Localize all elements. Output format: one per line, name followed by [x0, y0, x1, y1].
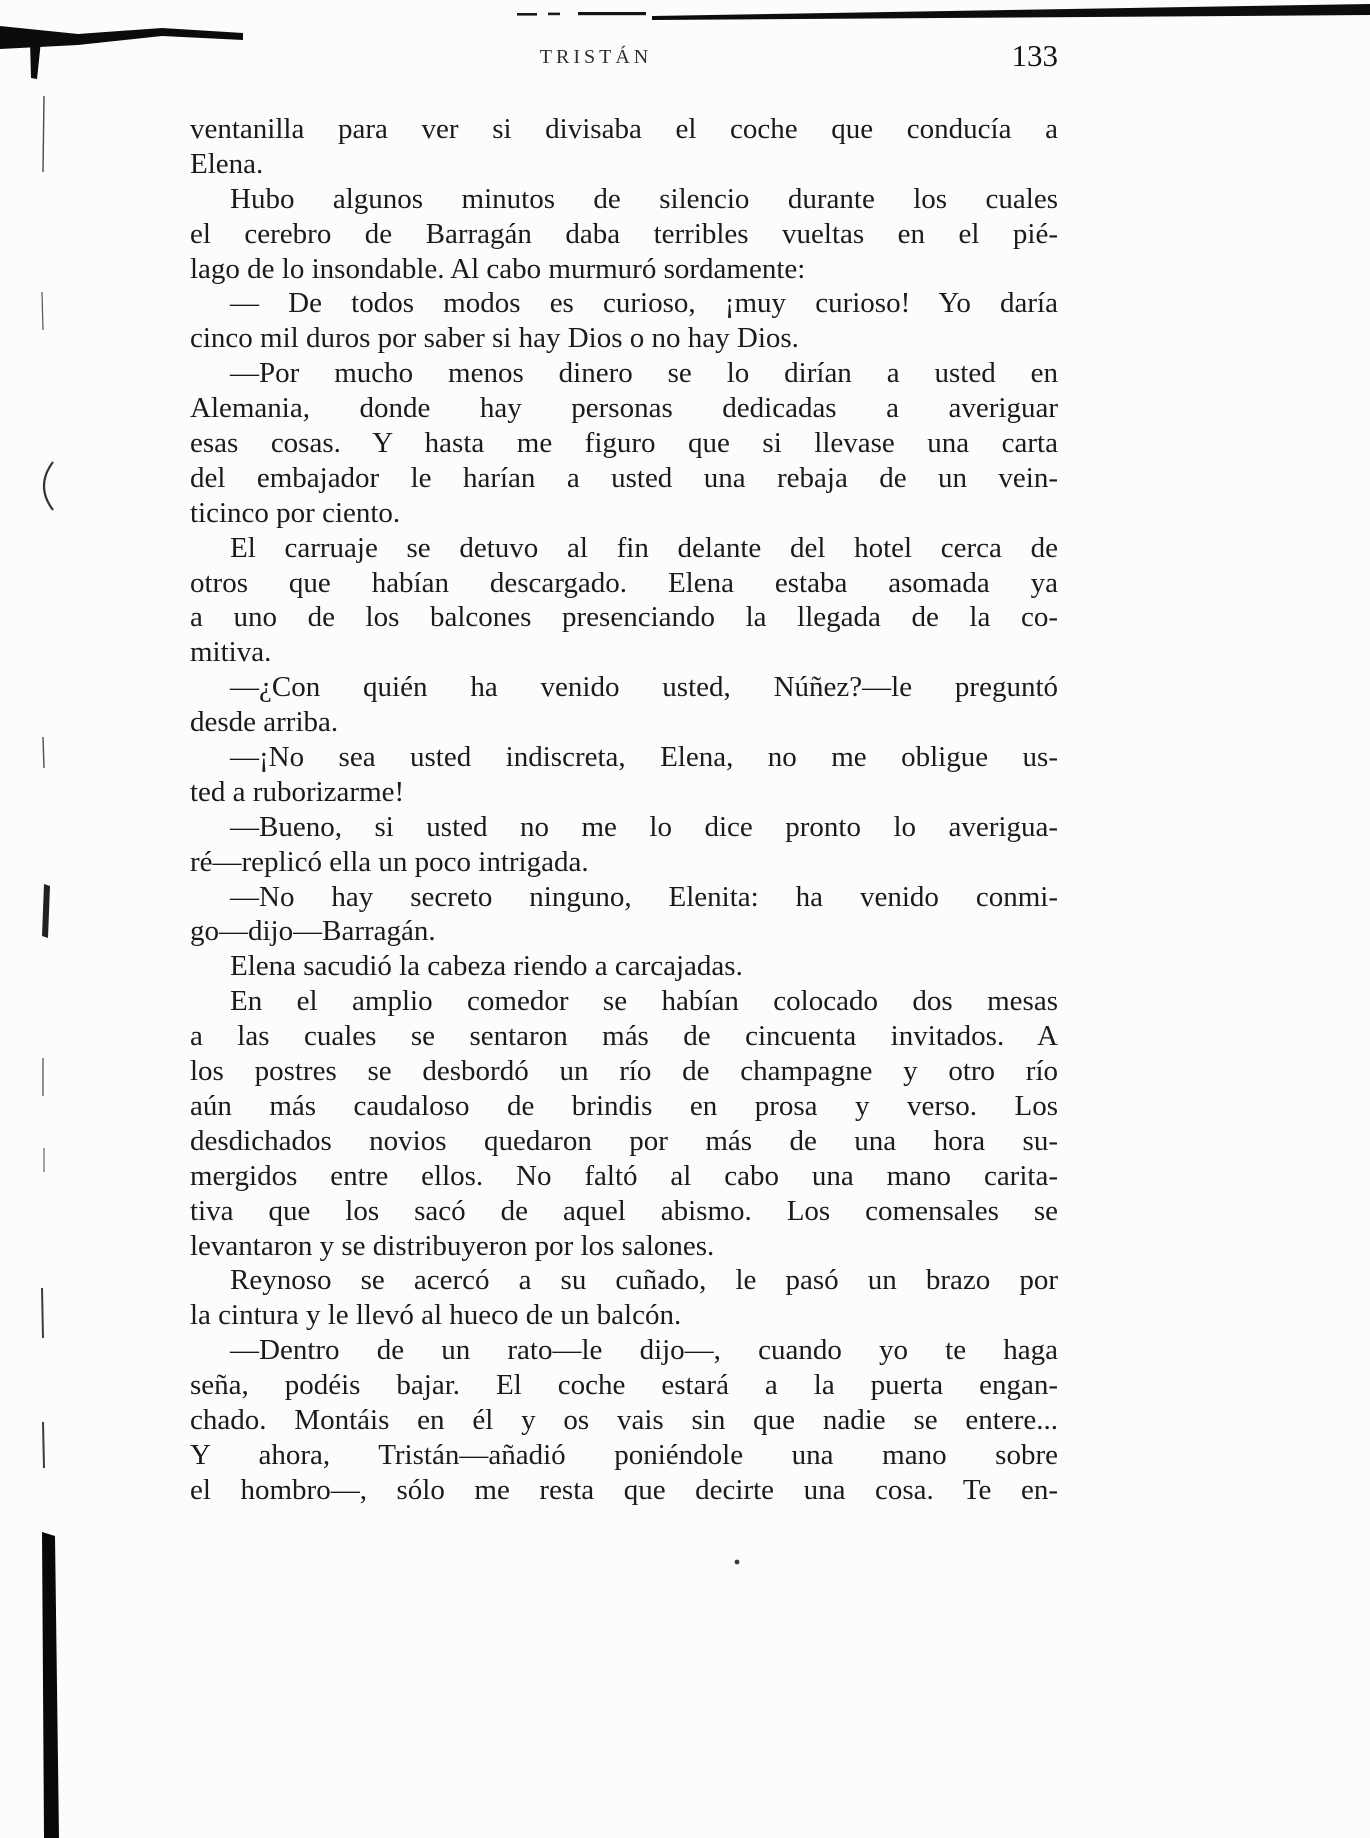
scan-artifact-top-right-rule: [652, 4, 1370, 20]
scan-artifact-margin-paren: [44, 462, 53, 510]
page-header: [190, 38, 1058, 76]
text-line: chado. Montáis en él y os vais sin que nadie se entere...: [190, 1403, 1058, 1436]
text-line: la cintura y le llevó al hueco de un balcón.: [190, 1299, 682, 1332]
text-line: esas cosas. Y hasta me figuro que si llevase una carta: [190, 427, 1058, 460]
paragraph: [190, 1263, 1058, 1333]
paragraph: [190, 531, 1058, 671]
text-line: tiva que los sacó de aquel abismo. Los comensales se: [190, 1194, 1058, 1227]
paragraph: [190, 984, 1058, 1263]
text-line: — De todos modos es curioso, ¡muy curioso! Yo daría: [230, 287, 1058, 320]
text-line: aún más caudaloso de brindis en prosa y verso. Los: [190, 1089, 1058, 1122]
text-line: levantaron y se distribuyeron por los salones.: [190, 1229, 715, 1262]
text-line: mitiva.: [190, 636, 272, 669]
running-title: TRISTÁN: [539, 46, 653, 68]
text-line: —No hay secreto ninguno, Elenita: ha venido conmi-: [230, 880, 1058, 913]
text-line: lago de lo insondable. Al cabo murmuró sordamente:: [190, 252, 806, 285]
scan-artifact-top-dash-1: [517, 13, 537, 16]
paragraph: [190, 286, 1058, 356]
scan-artifact-top-dash-2: [548, 13, 560, 16]
paragraph: [190, 1333, 1058, 1507]
text-line: del embajador le harían a usted una rebaja de un vein-: [190, 461, 1058, 494]
scan-artifact-margin-mark: [42, 1288, 43, 1338]
text-line: cinco mil duros por saber si hay Dios o no hay Dios.: [190, 322, 799, 355]
text-line: desdichados novios quedaron por más de una hora su-: [190, 1124, 1058, 1157]
text-line: ted a ruborizarme!: [190, 775, 405, 808]
scan-artifact-bottom-bar: [42, 1532, 59, 1838]
paragraph: [190, 949, 1058, 984]
text-line: —Dentro de un rato—le dijo—, cuando yo te haga: [230, 1334, 1058, 1367]
text-line: Reynoso se acercó a su cuñado, le pasó un brazo por: [230, 1264, 1058, 1297]
paragraph: [190, 810, 1058, 880]
text-line: go—dijo—Barragán.: [190, 915, 436, 948]
text-line: —¿Con quién ha venido usted, Núñez?—le preguntó: [230, 671, 1058, 704]
text-line: desde arriba.: [190, 706, 339, 739]
text-line: Elena sacudió la cabeza riendo a carcajadas.: [230, 950, 743, 983]
text-line: Y ahora, Tristán—añadió poniéndole una mano sobre: [190, 1438, 1058, 1471]
scan-artifact-top-left-hook: [30, 40, 41, 79]
text-line: el cerebro de Barragán daba terribles vueltas en el pié-: [190, 217, 1058, 250]
paragraph: [190, 880, 1058, 950]
paragraph: [190, 740, 1058, 810]
text-line: Hubo algunos minutos de silencio durante los cuales: [230, 182, 1058, 215]
scan-artifact-margin-mark: [43, 96, 44, 172]
text-block: [190, 112, 1058, 1508]
text-line: ré—replicó ella un poco intrigada.: [190, 845, 589, 878]
text-line: los postres se desbordó un río de champagne y otro río: [190, 1055, 1058, 1088]
page-number: 133: [1011, 38, 1058, 73]
text-line: En el amplio comedor se habían colocado dos mesas: [230, 985, 1058, 1018]
text-line: seña, podéis bajar. El coche estará a la puerta engan-: [190, 1369, 1058, 1402]
text-line: —Bueno, si usted no me lo dice pronto lo averigua-: [230, 810, 1058, 843]
text-line: —¡No sea usted indiscreta, Elena, no me obligue us-: [230, 741, 1058, 774]
scan-artifact-top-dash-3: [578, 12, 646, 15]
paragraph: [190, 670, 1058, 740]
scan-artifact-margin-mark: [43, 737, 44, 768]
text-line: El carruaje se detuvo al fin delante del hotel cerca de: [230, 531, 1058, 564]
text-line: otros que habían descargado. Elena estaba asomada ya: [190, 566, 1058, 599]
paragraph: [190, 356, 1058, 530]
text-line: —Por mucho menos dinero se lo dirían a usted en: [230, 357, 1058, 390]
text-line: mergidos entre ellos. No faltó al cabo una mano carita-: [190, 1159, 1058, 1192]
text-line: Elena.: [190, 147, 264, 180]
text-line: ventanilla para ver si divisaba el coche que conducía a: [190, 113, 1058, 145]
scan-artifact-margin-mark: [42, 292, 43, 330]
text-line: Alemania, donde hay personas dedicadas a averiguar: [190, 392, 1058, 425]
scan-artifact-dot: [735, 1560, 740, 1565]
scan-artifact-margin-mark-thick: [42, 884, 50, 938]
text-line: ticinco por ciento.: [190, 496, 401, 529]
text-line: a las cuales se sentaron más de cincuenta invitados. A: [190, 1020, 1058, 1053]
paragraph: [190, 182, 1058, 287]
paragraph: [190, 112, 1058, 182]
scan-artifact-margin-mark: [43, 1422, 44, 1468]
text-line: a uno de los balcones presenciando la llegada de la co-: [190, 601, 1058, 634]
text-line: el hombro—, sólo me resta que decirte una cosa. Te en-: [190, 1473, 1058, 1506]
